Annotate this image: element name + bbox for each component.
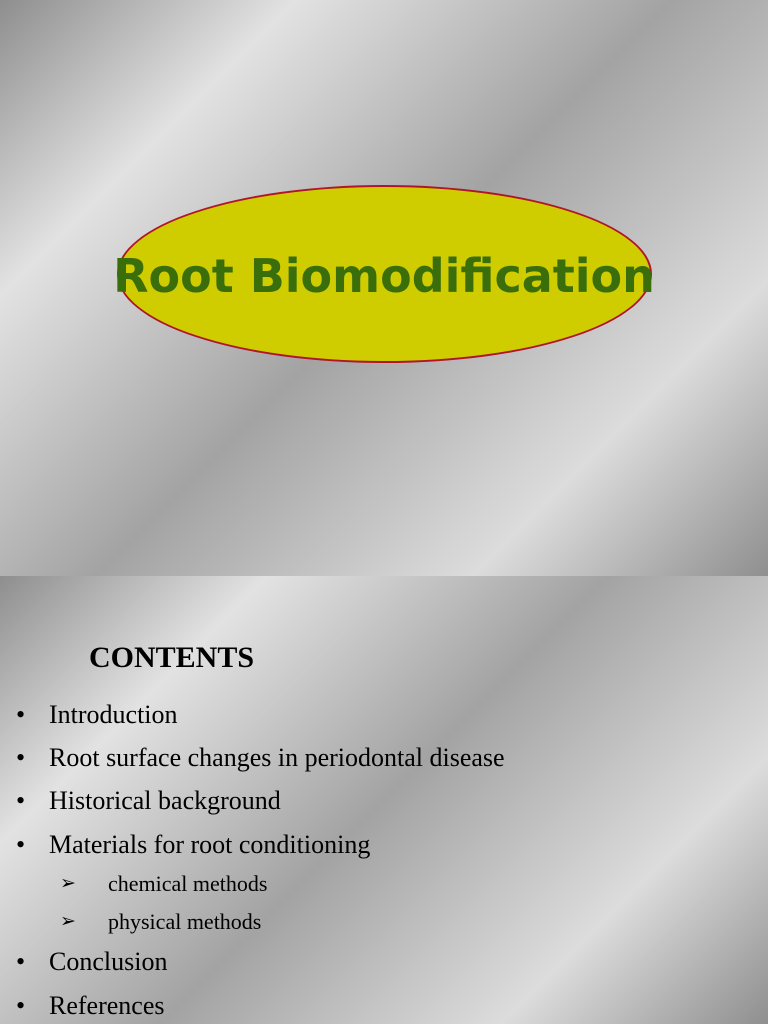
- bullet-icon: •: [16, 743, 26, 772]
- contents-heading: CONTENTS: [89, 641, 255, 674]
- arrow-bullet-icon: ➢: [60, 872, 76, 894]
- list-item-text: Introduction: [49, 700, 178, 729]
- list-item-text: Root surface changes in periodontal disease: [49, 743, 505, 772]
- list-subitem-text: chemical methods: [108, 871, 268, 896]
- bullet-icon: •: [16, 700, 26, 729]
- list-item-text: Historical background: [49, 786, 281, 815]
- list-item-text: Conclusion: [49, 947, 168, 976]
- bullet-icon: •: [16, 786, 26, 815]
- contents-slide: [0, 576, 768, 1024]
- list-item-text: Materials for root conditioning: [49, 830, 371, 859]
- list-item-text: References: [49, 991, 165, 1020]
- list-subitem-text: physical methods: [108, 909, 262, 934]
- bullet-icon: •: [16, 830, 26, 859]
- arrow-bullet-icon: ➢: [60, 910, 76, 932]
- bullet-icon: •: [16, 991, 26, 1020]
- slide-title: Root Biomodification: [113, 249, 655, 303]
- bullet-icon: •: [16, 947, 26, 976]
